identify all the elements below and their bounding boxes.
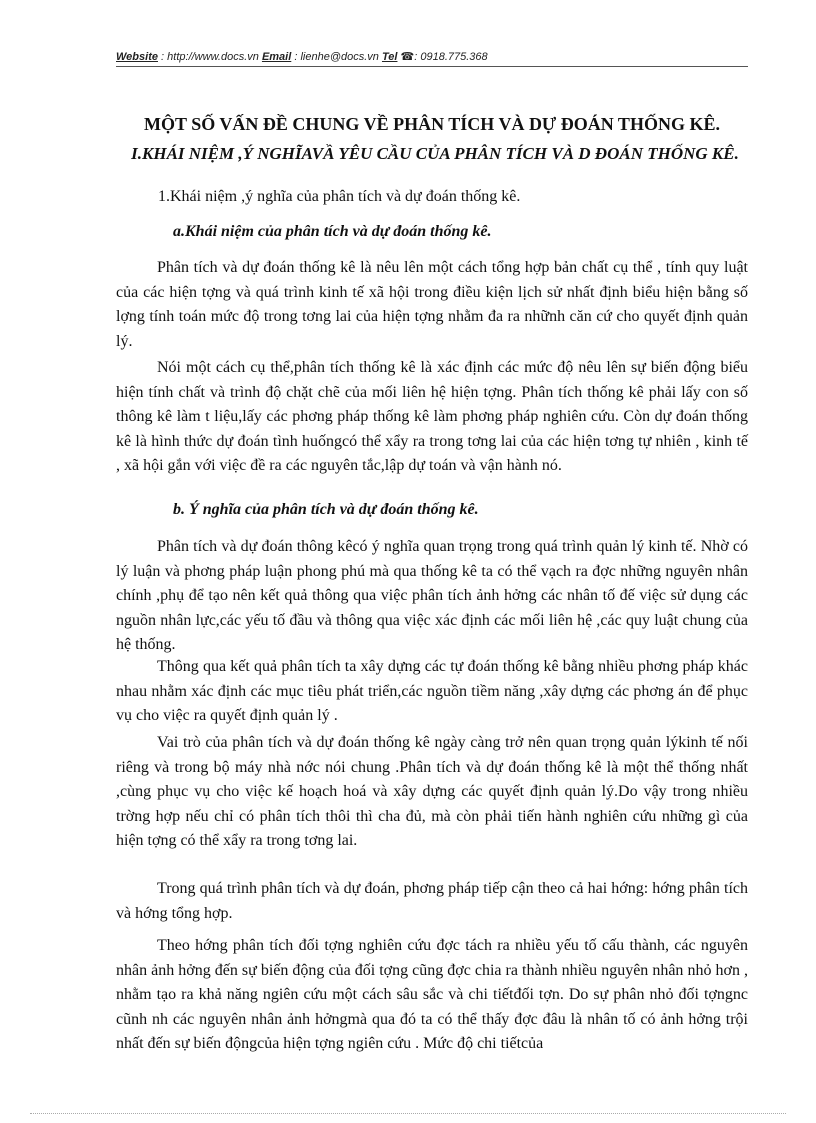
email-label: Email	[261, 51, 292, 63]
paragraph-1: Phân tích và dự đoán thống kê là nêu lên một cách tổng hợp bản chất cụ thể , tính quy luật của các hiện tợng và quá trình kinh tế xã hội trong điều kiện lịch sử nhất định biểu hiện bằng số lợng tính toán mức độ trong tơng lai của hiện tợng nhằm đa ra nhữnh căn cứ cho quyết định quản lý.	[116, 259, 748, 350]
heading-a: a.Khái niệm của phân tích và dự đoán thống kê.	[173, 223, 492, 240]
document-subtitle: I.KHÁI NIỆM ,Ý NGHĨAVẦ YÊU CẦU CỦA PHÂN TÍCH VÀ D ĐOÁN THỐNG KÊ.	[131, 144, 739, 163]
paragraph-6: Trong quá trình phân tích và dự đoán, phơng pháp tiếp cận theo cả hai hớng: hớng phân tích và hớng tổng hợp.	[116, 880, 748, 922]
website-value[interactable]: : http://www.docs.vn	[161, 51, 259, 63]
tel-label: Tel	[381, 51, 398, 63]
footer-divider	[30, 1113, 786, 1114]
header-divider	[116, 66, 748, 67]
email-value[interactable]: : lienhe@docs.vn	[294, 51, 379, 63]
paragraph-3: Phân tích và dự đoán thông kêcó ý nghĩa quan trọng trong quá trình quản lý kinh tế. Nhờ có lý luận và phơng pháp luận phong phú mà qua thống kê ta có thể vạch ra đợc những nguyên nhân chính ,phụ để tạo nên kết quả thông qua việc phân tích ảnh hởng các nhân tố đế việc sử dụng các nguồn nhân lực,các yếu tố đầu và thông qua việc xác định các mối liên hệ ,các quy luật chung của hệ thống.	[116, 538, 748, 653]
paragraph-5: Vai trò của phân tích và dự đoán thống kê ngày càng trở nên quan trọng quản lýkinh tế nối riêng và trong bộ máy nhà nớc nói chung .Phân tích và dự đoán thống kê là một thể thống nhất ,cùng phục vụ cho việc kế hoạch hoá và xây dựng các quyết định quản lý.Do vậy trong nhiều trờng hợp nếu chỉ có phân tích thôi thì cha đủ, mà còn phải tiến hành nghiên cứu những gì của hiện tợng có thể xẩy ra trong tơng lai.	[116, 734, 748, 849]
heading-b: b. Ý nghĩa của phân tích và dự đoán thống kê.	[173, 501, 479, 518]
phone-icon: ☎	[400, 51, 415, 63]
website-label: Website	[116, 51, 158, 63]
tel-value: : 0918.775.368	[414, 51, 488, 63]
paragraph-4: Thông qua kết quả phân tích ta xây dựng các tự đoán thống kê bằng nhiều phơng pháp khác nhau nhằm xác định các mục tiêu phát triển,các nguồn tiềm năng ,xây dựng các phơng án để phục vụ cho việc ra quyết định quản lý .	[116, 658, 748, 724]
paragraph-7: Theo hớng phân tích đối tợng nghiên cứu đợc tách ra nhiều yếu tố cấu thành, các nguyên nhân ảnh hởng đến sự biến động của đối tợng cũng đợc chia ra thành nhiều nguyên nhân nhỏ hơn , nhằm tạo ra khả năng ngiên cứu một cách sâu sắc và chi tiếtđối tợn. Do sự phân nhỏ đối tợngnc cũnh nh các nguyên nhân ảnh hởngmà qua đó ta có thể thấy đợc đâu là nhân tố có ảnh hởng trội nhất đến sự biến độngcủa hiện tợng ngiên cứu . Mức độ chi tiếtcủa	[116, 937, 748, 1052]
document-title: MỘT SỐ VẤN ĐỀ CHUNG VỀ PHÂN TÍCH VÀ DỰ ĐOÁN THỐNG KÊ.	[144, 114, 720, 134]
section-heading-1: 1.Khái niệm ,ý nghĩa của phân tích và dự đoán thống kê.	[158, 188, 521, 205]
paragraph-2: Nói một cách cụ thể,phân tích thống kê là xác định các mức độ nêu lên sự biến động biểu hiện tính chất và trình độ chặt chẽ của mối liên hệ hiện tợng. Phân tích thống kê phải lấy con số thông kê làm t liệu,lấy các phơng pháp thống kê làm phơng pháp nghiên cứu. Còn dự đoán thống kê là hình thức dự đoán tình huốngcó thể xẩy ra trong tơng lai của các hiện tơng tự nhiên , kinh tế , xã hội gắn với việc đề ra các nguyên tắc,lập dự toán và vận hành nó.	[116, 359, 748, 474]
page-header	[116, 50, 488, 63]
